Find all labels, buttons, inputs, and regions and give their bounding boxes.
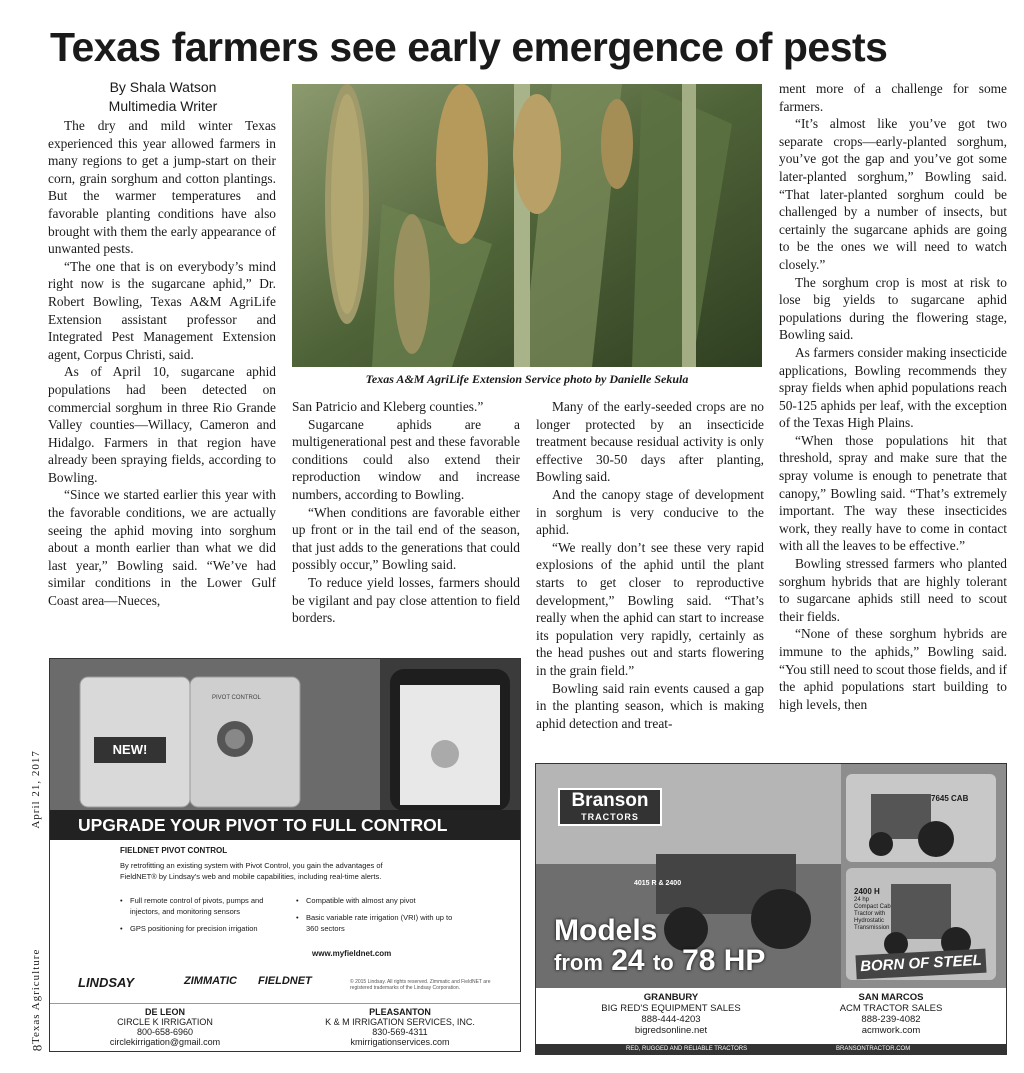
byline [48,78,278,116]
photo-caption: Texas A&M AgriLife Extension Service photo by Danielle Sekula [365,372,689,386]
tagline: BORN OF STEEL [855,949,986,980]
sorghum-photo [292,84,762,367]
publication-name: Texas Agriculture [30,948,42,1044]
ad-product-photo [50,659,520,811]
footer-slogan: RED, RUGGED AND RELIABLE TRACTORS [626,1046,748,1052]
paragraph: As of April 10, sugarcane aphid populations had been detected on commercial sorghum in three Rio Grande Valley counties—Willacy, Cameron and Hidalgo. Farmers in that region have already been spraying fields, according to Bowling. [48,364,276,485]
paragraph: “When conditions are favorable either up front or in the tail end of the season, that just adds to the generations that could possibly occur,” Bowling said. [292,504,520,573]
ad-banner: UPGRADE YOUR PIVOT TO FULL CONTROL [50,810,520,840]
dealer-city: SAN MARCOS [858,992,924,1003]
models-high: 78 HP [682,944,766,977]
feature-item: • Compatible with almost any pivot [296,895,456,906]
paragraph: The sorghum crop is most at risk to lose big yields to sugarcane aphid populations during the flowering stage, Bowling said. [779,274,1007,343]
ad-website: www.myfieldnet.com [312,949,392,958]
product-title: FIELDNET PIVOT CONTROL [120,846,228,855]
paragraph: Many of the early-seeded crops are no longer protected by an insecticide treatment because residual activity is only effective 30-50 days after planting, Bowling said. [536,399,764,485]
headline: Texas farmers see early emergence of pests [50,24,888,70]
feature-list-right [296,895,456,940]
dealer-phone: 888-239-4082 [861,1014,921,1025]
branson-logo [558,788,662,826]
model-desc: 24 hp Compact Cab Tractor with Hydrostatic Transmission [854,897,891,931]
feature-list-left [120,895,280,940]
fieldnet-logo: FIELDNET [258,975,312,987]
brand-name: Branson [571,790,649,811]
model-label: 7645 CAB [931,794,969,803]
paragraph: “When those populations hit that threshold, spray and make sure that the spray volume is enough to penetrate that canopy,” Bowling said. “That’s extremely important. The way these insecticides work, they really have to come in contact with all the leaves to be effective.” [779,432,1007,554]
paragraph: And the canopy stage of development in sorghum is very conducive to the aphid. [536,486,764,538]
brand-sub: TRACTORS [581,812,639,822]
ad-footer [536,1044,1006,1054]
footer-website: BRANSONTRACTOR.COM [836,1046,911,1052]
dealer-phone: 830-569-4311 [372,1027,428,1037]
paragraph: As farmers consider making insecticide applications, Bowling recommends they spray fields when aphid populations reach 50-125 aphids per leaf, with the exception of the Texas High Plains. [779,344,1007,431]
ad-copyright: © 2015 Lindsay. All rights reserved. Zimmatic and FieldNET are registered trademarks of the Lindsay Corporation. [350,979,491,991]
feature-item: • Full remote control of pivots, pumps and injectors, and monitoring sensors [120,895,280,917]
paragraph: Sugarcane aphids are a multigenerational pest and these favorable conditions could also extend their reproduction window and increase numbers, according to Bowling. [292,416,520,502]
model-label: 4015 R & 2400 [634,880,682,887]
article-column-1 [48,117,276,610]
product-intro: By retrofitting an existing system with Pivot Control, you gain the advantages of FieldNET® by Lindsay’s web and mobile capabilities, including real-time alerts. [120,861,383,881]
paragraph: To reduce yield losses, farmers should be vigilant and pay close attention to field borders. [292,574,520,626]
issue-date: April 21, 2017 [30,750,42,829]
model-label [854,888,894,932]
models-low: 24 [611,944,645,977]
byline-role: Multimedia Writer [108,98,218,114]
paragraph: “It’s almost like you’ve got two separate crops—early-planted sorghum, you’ve got the gap and you’ve got some later-planted sorghum,” Bowling said. “That later-planted sorghum could be challenged by a number of insects, but certainly the sugarcane aphids are going to be the ones we will need to watch closely.” [779,116,1007,272]
page-number: 8 [29,1044,45,1052]
lindsay-logo: LINDSAY [78,975,135,990]
dealer-san-marcos [776,992,1006,1036]
zimmatic-logo: ZIMMATIC [184,975,237,987]
dealer-listing [50,1003,520,1050]
models-headline [554,916,765,978]
tractor-photo [536,764,1006,988]
dealer-name: BIG RED'S EQUIPMENT SALES [601,1003,741,1014]
paragraph: The dry and mild winter Texas experienced this year allowed farmers in many regions to get a jump-start on their corn, grain sorghum and cotton plantings. But the warmer temperatures and favorable planting conditions have also brought with them the early appearance of unwanted pests. [48,118,276,257]
dealer-phone: 800-658-6960 [136,1027,194,1037]
dealer-de-leon [50,1007,280,1047]
dealer-city: PLEASANTON [369,1007,431,1017]
dealer-contact: circlekirrigation@gmail.com [109,1037,221,1047]
paragraph: Bowling said rain events caused a gap in the planting season, which is making aphid detection and treat- [536,680,764,731]
paragraph: “None of these sorghum hybrids are immune to the aphids,” Bowling said. “You still need to scout those fields, and if the aphid populations start building to high levels, then [779,626,1007,712]
article-column-4 [779,80,1007,713]
dealer-city: DE LEON [144,1007,185,1017]
dealer-name: ACM TRACTOR SALES [839,1003,943,1014]
page-sidebar [30,750,48,1054]
sidebar-text [30,750,42,1044]
dealer-granbury [556,992,786,1036]
dealer-name: CIRCLE K IRRIGATION [117,1017,213,1027]
models-word: Models [554,914,658,947]
device-label: PIVOT CONTROL [212,695,261,701]
paragraph: “Since we started earlier this year with the favorable conditions, we are actually seeing the aphid moving into sorghum about a month earlier than what we did last year,” Bowling said. “We’ve had similar conditions in the Lower Gulf Coast area—Nueces, [48,487,276,609]
dealer-city: GRANBURY [643,992,699,1003]
feature-item: • GPS positioning for precision irrigation [120,923,280,934]
model-title: 2400 H [854,887,880,896]
dealer-phone: 888-444-4203 [641,1014,701,1025]
brand-logos [78,975,340,993]
models-from: from [554,950,603,975]
paragraph: “The one that is on everybody’s mind right now is the sugarcane aphid,” Dr. Robert Bowling, Texas A&M AgriLife Extension assistant professor and Integrated Pest Management Extension agent, Corpus Christi, said. [48,258,276,362]
dealer-name: K & M IRRIGATION SERVICES, INC. [325,1017,475,1027]
article-column-3 [536,398,764,732]
paragraph: Bowling stressed farmers who planted sorghum hybrids that are highly tolerant to sugarcane aphids still need to scout their fields. [779,556,1007,624]
new-badge: NEW! [94,737,166,763]
models-to: to [652,950,674,975]
dealer-web: acmwork.com [861,1025,921,1036]
byline-author: By Shala Watson [109,79,217,95]
dealer-web: bigredsonline.net [634,1025,708,1036]
branson-advertisement [535,763,1007,1055]
paragraph: San Patricio and Kleberg counties.” [292,399,484,414]
dealer-listing [536,988,1006,1044]
paragraph: ment more of a challenge for some farmers. [779,81,1007,114]
article-column-2 [292,398,520,627]
dealer-pleasanton [285,1007,515,1047]
feature-item: • Basic variable rate irrigation (VRI) with up to 360 sectors [296,912,456,934]
dealer-contact: kmirrigationservices.com [350,1037,450,1047]
paragraph: “We really don’t see these very rapid explosions of the aphid until the plant starts to get closer to reproductive development,” Bowling said. “That’s really when the aphid can start to increase its population very rapidly, certainly as the head pushes out and starts flowering in the grain field.” [536,539,764,678]
lindsay-advertisement [49,658,521,1052]
